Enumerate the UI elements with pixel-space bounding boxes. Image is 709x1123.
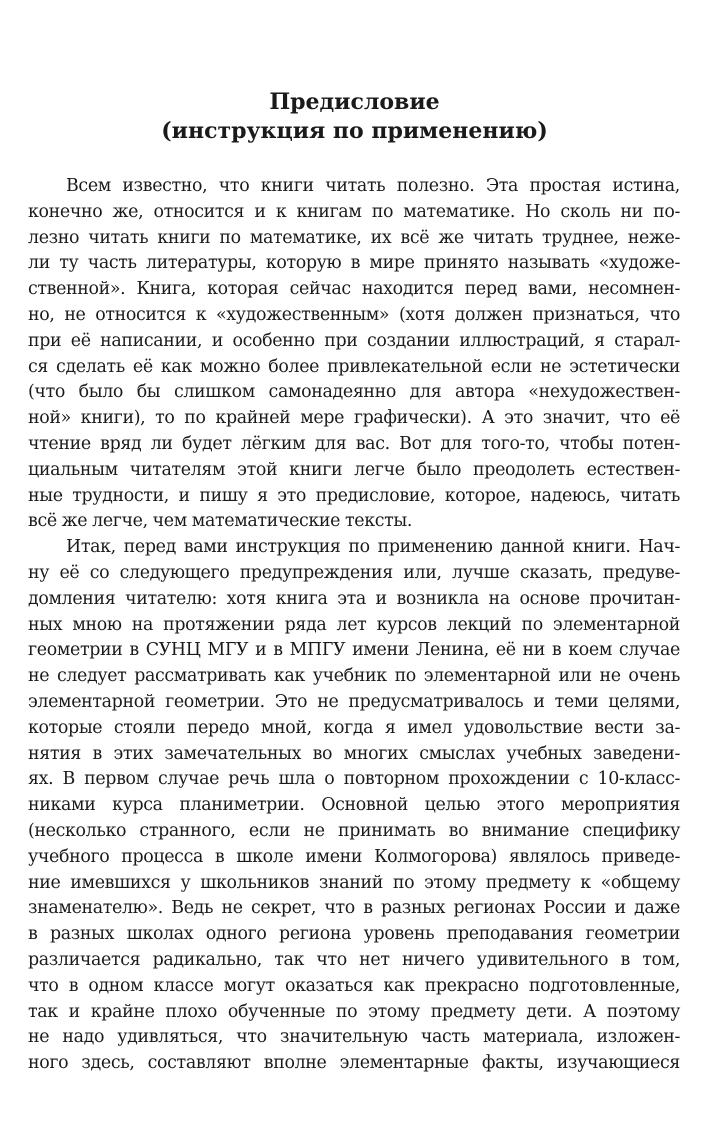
text-line: ях. В первом случае речь шла о повторном прохождении с 10-класс- (28, 769, 680, 790)
text-line: ли ту часть литературы, которую в мире принято называть «художе- (28, 253, 680, 274)
text-line: ного здесь, составляют вполне элементарные факты, изучающиеся (28, 1053, 680, 1074)
text-line: ние имевшихся у школьников знаний по этому предмету к «общему (28, 872, 680, 893)
text-line: учебного процесса в школе имени Колмогорова) являлось приведе- (28, 846, 680, 867)
title-line-1: Предисловие (269, 89, 440, 115)
text-line: ных мною на протяжении ряда лет курсов лекций по элементарной (28, 614, 680, 635)
text-line: (несколько странного, если не принимать во внимание специфику (28, 820, 680, 841)
text-line: но, не относится к «художественным» (хотя должен признаться, что (28, 304, 680, 325)
text-line: лезно читать книги по математике, их всё же читать труднее, неже- (28, 227, 680, 248)
text-line: так и крайне плохо обученные по этому предмету дети. А поэтому (28, 1001, 680, 1022)
text-line: чтение вряд ли будет лёгким для вас. Вот для того-то, чтобы потен- (28, 433, 680, 454)
text-line: не следует рассматривать как учебник по элементарной или не очень (28, 666, 680, 687)
text-line: Итак, перед вами инструкция по применению данной книги. Нач- (66, 537, 680, 558)
text-line: что в одном классе могут оказаться как прекрасно подготовленные, (28, 975, 680, 996)
text-line: (что было бы слишком самонадеянно для автора «нехудожествен- (28, 382, 680, 403)
text-line: нятия в этих замечательных во многих смыслах учебных заведени- (28, 743, 680, 764)
text-line: циальным читателям этой книги легче было преодолеть естествен- (28, 459, 680, 480)
text-line: элементарной геометрии. Это не предусматривалось и теми целями, (28, 691, 680, 712)
title-line-2: (инструкция по применению) (161, 118, 548, 144)
text-line: не надо удивляться, что значительную часть материала, изложен- (28, 1027, 680, 1048)
text-line: всё же легче, чем математические тексты. (28, 511, 413, 532)
text-line: которые стояли передо мной, когда я имел удовольствие вести за- (28, 717, 680, 738)
text-line: ся сделать её как можно более привлекательной если не эстетически (28, 356, 680, 377)
paragraph-1 (28, 174, 680, 535)
text-line: знаменателю». Ведь не секрет, что в разных регионах России и даже (28, 898, 680, 919)
page-title (0, 88, 709, 146)
text-line: никами курса планиметрии. Основной целью этого мероприятия (28, 795, 680, 816)
text-line: геометрии в СУНЦ МГУ и в МПГУ имени Ленина, её ни в коем случае (28, 640, 680, 661)
paragraph-2 (28, 535, 680, 1077)
text-line: при её написании, и особенно при создании иллюстраций, я старал- (28, 330, 680, 351)
text-line: ной» книги), то по крайней мере графически). А это значит, что её (28, 408, 680, 429)
text-line: конечно же, относится и к книгам по математике. Но сколь ни по- (28, 201, 680, 222)
text-line: в разных школах одного региона уровень преподавания геометрии (28, 924, 680, 945)
text-line: ные трудности, и пишу я это предисловие, которое, надеюсь, читать (28, 485, 680, 506)
text-line: Всем известно, что книги читать полезно. Эта простая истина, (66, 176, 680, 196)
body-text (28, 174, 680, 1077)
text-line: ну её со следующего предупреждения или, лучше сказать, предуве- (28, 562, 680, 583)
text-line: различается радикально, так что нет ничего удивительного в том, (28, 949, 680, 970)
text-line: домления читателю: хотя книга эта и возникла на основе прочитан- (28, 588, 680, 609)
text-line: ственной». Книга, которая сейчас находится перед вами, несомнен- (28, 279, 680, 300)
